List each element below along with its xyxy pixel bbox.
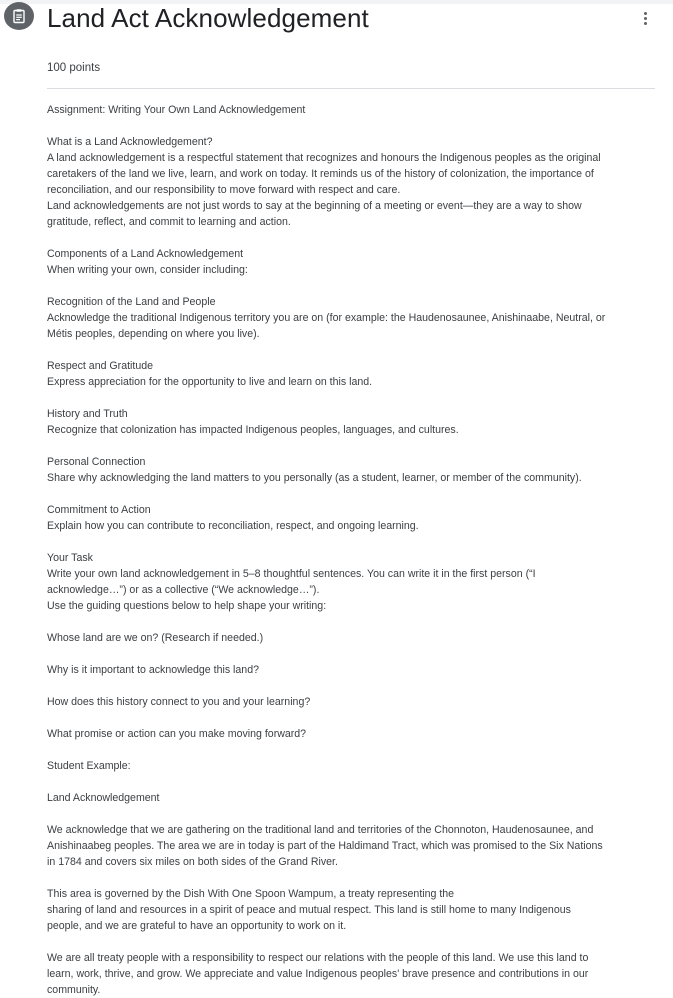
spacer — [47, 678, 659, 694]
component-title: Commitment to Action — [47, 504, 151, 516]
what-is-line: Land acknowledgements are not just words to say at the beginning of a meeting or event—they are a way to show — [47, 200, 582, 212]
components-intro: When writing your own, consider including: — [47, 264, 248, 276]
component-text: Métis peoples, depending on where you live). — [47, 328, 260, 340]
example-line: This area is governed by the Dish With One Spoon Wampum, a treaty representing the — [47, 888, 455, 900]
what-is-line: caretakers of the land we live, learn, and work on today. It reminds us of the history of colonization, the importance of — [47, 168, 594, 180]
assignment-icon — [4, 2, 34, 30]
assignment-header — [0, 0, 673, 40]
more-options-button[interactable] — [632, 6, 658, 30]
what-is-line: gratitude, reflect, and commit to learning and action. — [47, 216, 291, 228]
component-title: Recognition of the Land and People — [47, 296, 216, 308]
example-line: in 1784 and covers six miles on both sides of the Grand River. — [47, 856, 338, 868]
component-text: Share why acknowledging the land matters to you personally (as a student, learner, or member of the community). — [47, 472, 582, 484]
spacer — [47, 486, 659, 502]
components-heading: Components of a Land Acknowledgement — [47, 248, 244, 260]
spacer — [47, 342, 659, 358]
guiding-question: Why is it important to acknowledge this land? — [47, 664, 259, 676]
more-vert-icon-dot — [644, 22, 647, 25]
example-line: We acknowledge that we are gathering on the traditional land and territories of the Chonnoton, Haudenosaunee, and — [47, 824, 594, 836]
task-line: Write your own land acknowledgement in 5–8 thoughtful sentences. You can write it in the first person (“I — [47, 568, 536, 580]
spacer — [47, 870, 659, 886]
example-line: Anishinaabeg peoples. The area we are in today is part of the Haldimand Tract, which was promised to the Six Nations — [47, 840, 603, 852]
what-is-line: A land acknowledgement is a respectful statement that recognizes and honours the Indigenous peoples as the original — [47, 152, 601, 164]
spacer — [47, 646, 659, 662]
spacer — [47, 710, 659, 726]
spacer — [47, 806, 659, 822]
example-line: community. — [47, 984, 101, 996]
clipboard-icon — [11, 8, 27, 24]
assignment-instructions — [47, 102, 659, 998]
assignment-heading: Assignment: Writing Your Own Land Acknowledgement — [47, 104, 306, 116]
spacer — [47, 534, 659, 550]
more-vert-icon — [644, 12, 647, 15]
what-is-heading: What is a Land Acknowledgement? — [47, 136, 213, 148]
spacer — [47, 614, 659, 630]
example-label: Student Example: — [47, 760, 131, 772]
spacer — [47, 278, 659, 294]
component-title: Respect and Gratitude — [47, 360, 153, 372]
spacer — [47, 230, 659, 246]
guiding-question: Whose land are we on? (Research if needed.) — [47, 632, 264, 644]
example-line: sharing of land and resources in a spirit of peace and mutual respect. This land is still home to many Indigenous — [47, 904, 571, 916]
component-text: Acknowledge the traditional Indigenous territory you are on (for example: the Haudenosaunee, Anishinaabe, Neutral, or — [47, 312, 606, 324]
example-line: We are all treaty people with a responsibility to respect our relations with the people of this land. We use this land to — [47, 952, 589, 964]
guiding-question: How does this history connect to you and your learning? — [47, 696, 311, 708]
spacer — [47, 934, 659, 950]
guiding-question: What promise or action can you make moving forward? — [47, 728, 307, 740]
component-text: Explain how you can contribute to reconciliation, respect, and ongoing learning. — [47, 520, 419, 532]
component-text: Express appreciation for the opportunity to live and learn on this land. — [47, 376, 373, 388]
more-vert-icon-dot — [644, 17, 647, 20]
task-line: acknowledge…”) or as a collective (“We acknowledge…”). — [47, 584, 320, 596]
what-is-line: reconciliation, and our responsibility to move forward with respect and care. — [47, 184, 401, 196]
page-title: Land Act Acknowledgement — [47, 3, 369, 33]
component-text: Recognize that colonization has impacted Indigenous peoples, languages, and cultures. — [47, 424, 459, 436]
component-title: Personal Connection — [47, 456, 146, 468]
spacer — [47, 774, 659, 790]
task-line: Use the guiding questions below to help shape your writing: — [47, 600, 327, 612]
points-label: 100 points — [47, 62, 101, 74]
spacer — [47, 742, 659, 758]
spacer — [47, 438, 659, 454]
example-line: learn, work, thrive, and grow. We appreciate and value Indigenous peoples' brave presence and contributions in our — [47, 968, 589, 980]
component-title: History and Truth — [47, 408, 128, 420]
spacer — [47, 390, 659, 406]
spacer — [47, 118, 659, 134]
divider — [47, 88, 655, 89]
example-title: Land Acknowledgement — [47, 792, 160, 804]
example-line: people, and we are grateful to have an opportunity to work on it. — [47, 920, 347, 932]
task-heading: Your Task — [47, 552, 93, 564]
